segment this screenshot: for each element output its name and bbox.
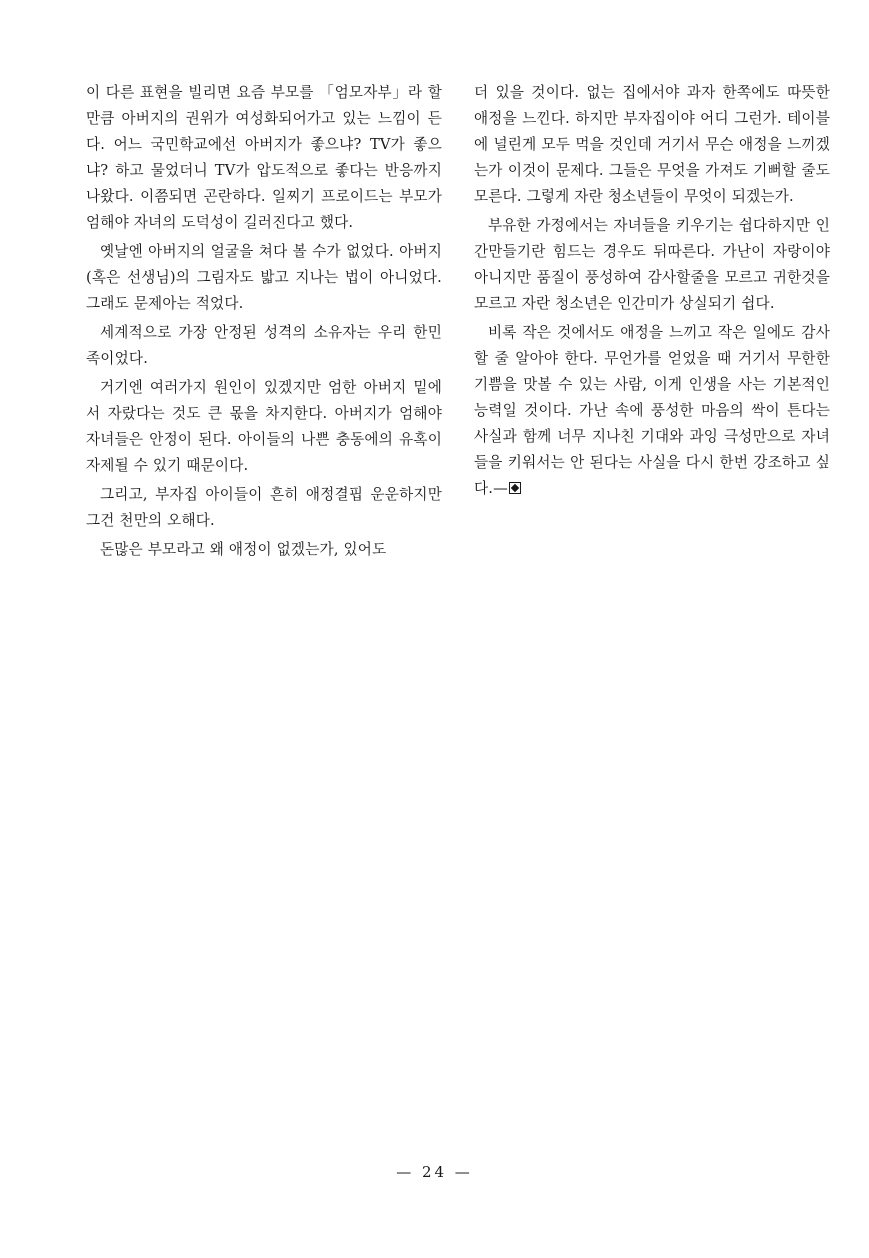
paragraph: 세계적으로 가장 안정된 성격의 소유자는 우리 한민족이었다. — [86, 324, 442, 367]
paragraph: 옛날엔 아버지의 얼굴을 쳐다 볼 수가 없었다. 아버지(혹은 선생님)의 그림자도 밟고 지나는 법이 아니었다. 그래도 문제아는 적었다. — [86, 243, 442, 312]
paragraph: 이 다른 표현을 빌리면 요즘 부모를 「엄모자부」라 할만큼 아버지의 권위가 여성화되어가고 있는 느낌이 든다. 어느 국민학교에선 아버지가 좋으냐? TV가 좋으냐? 하고 물었더니 TV가 압도적으로 좋다는 반응까지 나왔다. 이쯤되면 곤란하다. 일찌기 프로이드는 부모가 엄해야 자녀의 도덕성이 길러진다고 했다. — [86, 84, 442, 231]
paragraph — [474, 320, 830, 502]
paragraph: 돈많은 부모라고 왜 애정이 없겠는가, 있어도 — [100, 541, 387, 558]
paragraph: 거기엔 여러가지 원인이 있겠지만 엄한 아버지 밑에서 자랐다는 것도 큰 몫을 차지한다. 아버지가 엄해야 자녀들은 안정이 된다. 아이들의 나쁜 충동에의 유혹이 자제될 수 있기 때문이다. — [86, 379, 442, 474]
right-text-column — [474, 80, 830, 505]
paragraph: 그리고, 부자집 아이들이 흔히 애정결핍 운운하지만 그건 천만의 오해다. — [86, 486, 442, 529]
left-text-column — [86, 80, 442, 566]
diamond-box-icon — [509, 482, 521, 494]
paragraph-text: 비록 작은 것에서도 애정을 느끼고 작은 일에도 감사할 줄 알아야 한다. 무언가를 얻었을 때 거기서 무한한 기쁨을 맛볼 수 있는 사람, 이게 인생을 사는 기본적인 능력일 것이다. 가난 속에 풍성한 마음의 싹이 튼다는 사실과 함께 너무 지나친 기대와 과잉 극성만으로 자녀들을 키워서는 안 된다는 사실을 다시 한번 강조하고 싶다.— — [474, 324, 830, 497]
paragraph: 더 있을 것이다. 없는 집에서야 과자 한쪽에도 따뜻한 애정을 느낀다. 하지만 부자집이야 어디 그런가. 테이블에 널린게 모두 먹을 것인데 거기서 무슨 애정을 느끼겠는가 이것이 문제다. 그들은 무엇을 가져도 기뻐할 줄도 모른다. 그렇게 자란 청소년들이 무엇이 되겠는가. — [474, 84, 830, 205]
paragraph: 부유한 가정에서는 자녀들을 키우기는 쉽다하지만 인간만들기란 힘드는 경우도 뒤따른다. 가난이 자랑이야 아니지만 품질이 풍성하여 감사할줄을 모르고 귀한것을 모르고 자란 청소년은 인간미가 상실되기 쉽다. — [474, 217, 830, 312]
page-number: — 24 — — [396, 1163, 473, 1181]
